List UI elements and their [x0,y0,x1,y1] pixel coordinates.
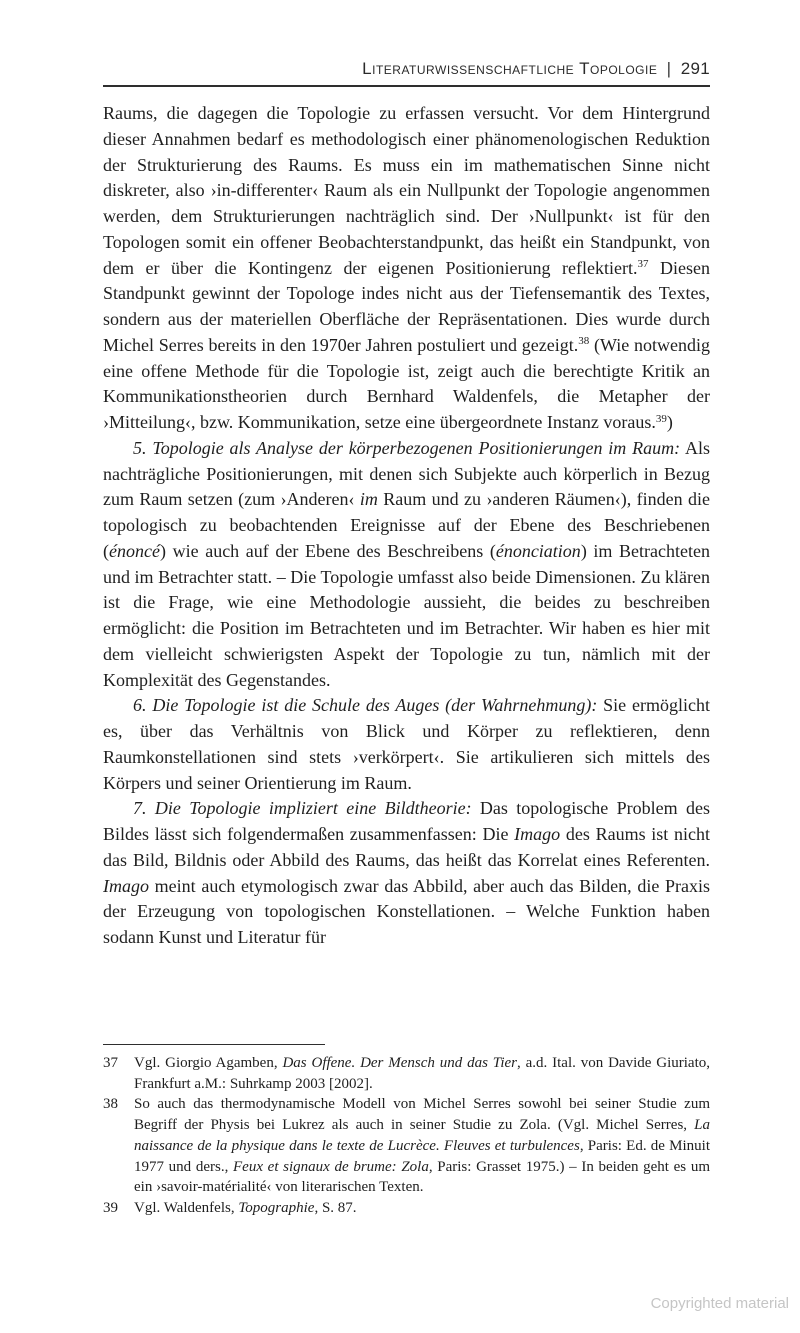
footnote-number: 38 [103,1096,118,1113]
paragraph [103,436,710,694]
text-segment: Als nachträgliche Positionierungen, mit denen sich Subjekte auch körperlich in Bezug zum Raum setzen (zum ›Anderen‹ [103,437,710,510]
text-segment: meint auch etymologisch zwar das Abbild, aber auch das Bilden, die Praxis der Erzeugung von topologischen Konstellationen. – Welche Funktion haben sodann Kunst und Literatur für [103,875,710,947]
copyright-watermark: Copyrighted material [650,1295,789,1312]
italic-text: énonciation [495,540,581,561]
footnote-ref: 39 [655,412,667,425]
text-segment: , Paris: Ed. de Minuit 1977 und ders., [134,1137,710,1175]
paragraph [103,693,710,796]
header-title: Literaturwissenschaftliche Topologie [362,59,658,78]
italic-text: im [359,489,378,510]
page-number: 291 [680,59,710,78]
footnote-number: 39 [103,1199,118,1216]
body-text [103,101,710,951]
text-segment: Vgl. Giorgio Agamben, [134,1055,283,1071]
italic-text: La naissance de la physique dans le texte de Lucrèce. Fleuves et turbulences [134,1117,710,1154]
footnote-text [134,1094,710,1198]
footnote-rule [103,1044,325,1045]
italic-text: 5. Topologie als Analyse der körperbezogenen Positionierungen im Raum: [133,437,681,458]
italic-text: Topographie [238,1199,315,1216]
footnote-number: 37 [103,1055,118,1071]
text-segment: ) [666,412,673,432]
running-header [103,59,710,79]
italic-text: Das Offene. Der Mensch und das Tier [282,1055,517,1071]
text-segment: Vgl. Waldenfels, [134,1199,239,1216]
text-segment: So auch das thermodynamische Modell von Michel Serres sowohl bei seiner Studie zum Begriff der Physis bei Lukrez als auch in seiner Studie zu Zola. (Vgl. Michel Serres, [134,1096,710,1134]
text-segment: ) wie auch auf der Ebene des Beschreibens ( [159,540,496,561]
footnote-ref: 37 [637,258,649,270]
text-segment: Das topologische Problem des Bildes lässt sich folgendermaßen zusammenfassen: Die [103,798,710,844]
text-segment: Raum und zu ›anderen Räumen‹), finden die topologisch zu beobachtenden Ereignisse auf der Ebene des Beschriebenen ( [103,489,710,561]
footnote-text [134,1053,710,1094]
text-segment: , S. 87. [314,1199,357,1216]
footnote [103,1053,710,1094]
paragraph [103,101,710,436]
italic-text: Feux et signaux de brume: Zola [233,1158,429,1175]
footnotes [103,1053,710,1219]
footnote-ref: 38 [578,335,590,348]
footnote [103,1198,710,1219]
text-segment: , a.d. Ital. von Davide Giuriato, Frankfurt a.M.: Suhrkamp 2003 [2002]. [134,1055,710,1092]
italic-text: 7. Die Topologie impliziert eine Bildtheorie: [133,798,472,819]
text-segment: (Wie notwendig eine offene Methode für die Topologie ist, zeigt auch die berechtigte Kritik an Kommunikationstheorien durch Bernhard Waldenfels, die Metapher der ›Mitteilung‹, bzw. Kommunikation, setze eine übergeordnete Instanz voraus. [103,334,710,432]
paragraph [103,796,710,951]
text-segment: , Paris: Grasset 1975.) – In beiden geht es um ein ›savoir-matérialité‹ von literarischen Texten. [134,1158,710,1196]
text-segment: Diesen Standpunkt gewinnt der Topologe indes nicht aus der Tiefensemantik des Textes, sondern aus der materiellen Oberfläche der Repräsentationen. Dies wurde durch Michel Serres bereits in den 1970er Jahren postuliert und gezeigt. [103,257,710,355]
header-separator: | [666,59,672,78]
text-segment: des Raums ist nicht das Bild, Bildnis oder Abbild des Raums, das heißt das Korrelat eines Referenten. [103,824,710,870]
footnote-text [134,1198,710,1219]
footnote [103,1094,710,1198]
text-segment: Raums, die dagegen die Topologie zu erfassen versucht. Vor dem Hintergrund dieser Annahmen bedarf es methodologisch einer phänomenologischen Reduktion der Strukturierung des Raums. Es muss ein im mathematischen Sinne nicht diskreter, also ›in-differenter‹ Raum als ein Nullpunkt der Topologie angenommen werden, dem Strukturierungen nachträglich sind. Der ›Nullpunkt‹ ist für den Topologen somit ein offener Beobachterstandpunkt, das heißt ein Standpunkt, von dem er über die Kontingenz der eigenen Positionierung reflektiert. [103,103,710,278]
italic-text: énoncé [109,540,160,561]
italic-text: Imago [514,824,561,844]
italic-text: Imago [103,875,149,896]
italic-text: 6. Die Topologie ist die Schule des Auges (der Wahrnehmung): [133,695,598,716]
text-segment: Sie ermöglicht es, über das Verhältnis von Blick und Körper zu reflektieren, denn Raumkonstellationen sind stets ›verkörpert‹. Sie artikulieren sich mittels des Körpers und seiner Orientierung im Raum. [103,695,710,793]
text-segment: ) im Betrachteten und im Betrachter statt. – Die Topologie umfasst also beide Dimensionen. Zu klären ist die Frage, wie eine Methodologie aussieht, die beides zu beschreiben ermöglicht: die Position im Betrachteten und im Betrachter. Wir haben es hier mit dem vielleicht schwierigsten Aspekt der Topologie zu tun, nämlich mit der Komplexität des Gegenstandes. [103,540,710,690]
header-rule [103,85,710,87]
